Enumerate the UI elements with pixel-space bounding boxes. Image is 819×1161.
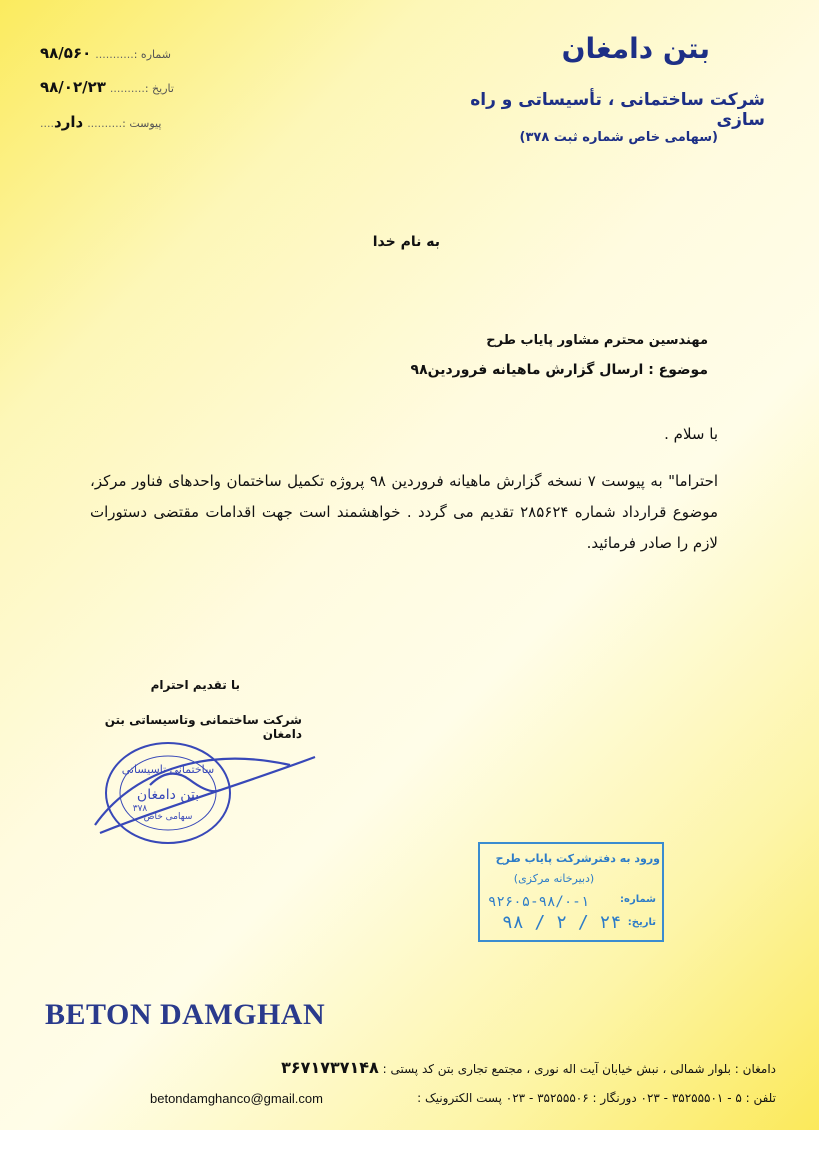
letter-attachment: دارد (54, 113, 84, 131)
dotted-line: ........... (95, 48, 134, 61)
footer-email[interactable]: betondamghanco@gmail.com (150, 1091, 323, 1106)
seal-text-top: ساختمانی تاسیساتی (121, 763, 215, 776)
dotted-line: .......... (109, 82, 145, 95)
letter-number: ۹۸/۵۶۰ (40, 44, 92, 62)
letter-addressee: مهندسین محترم مشاور پایاب طرح (486, 333, 708, 348)
letter-date: ۹۸/۰۲/۲۳ (40, 78, 106, 96)
received-stamp (478, 842, 664, 942)
footer-address: دامغان : بلوار شمالی ، نبش خیابان آیت اله نوری ، مجتمع تجاری بتن کد پستی : (382, 1062, 776, 1076)
brand-wordmark: BETON DAMGHAN (45, 998, 326, 1031)
stamp-date-label: تاریخ: (627, 917, 656, 928)
stamp-title: ورود به دفترشرکت پایاب طرح (495, 852, 660, 865)
company-name: بتن دامغان (561, 32, 710, 65)
seal-number: ۳۷۸ (132, 804, 148, 814)
signature-company: شرکت ساختمانی وتاسیساتی بتن دامغان (104, 713, 302, 741)
stamp-subtitle: (دبیرخانه مرکزی) (513, 872, 595, 885)
footer-postal-code: ۳۶۷۱۷۳۷۱۴۸ (281, 1058, 379, 1077)
dotted-line: .... (40, 117, 54, 130)
seal-text-bottom: سهامی خاص (143, 812, 193, 822)
letter-date-label: تاریخ : (144, 82, 174, 95)
seal-text-mid: بتن دامغان (136, 787, 200, 803)
footer-address-line (254, 1058, 776, 1077)
letter-heading: به نام خدا (372, 234, 440, 250)
footer-phones: تلفن : ۵ - ۳۵۲۵۵۵۰۱ - ۰۲۳ دورنگار : ۳۵۲۵۵۵۰۶ - ۰۲۳ پست الکترونیک : (417, 1091, 776, 1105)
meta-date-row (40, 78, 220, 96)
letter-subject: موضوع : ارسال گزارش ماهیانه فروردین۹۸ (410, 362, 708, 378)
company-registration: (سهامی خاص شماره ثبت ۳۷۸) (519, 130, 718, 145)
stamp-number: ۹۲۶۰۵-۹۸/۰-۱ (488, 894, 590, 910)
meta-attachment-row (40, 113, 220, 131)
stamp-date: ۹۸ / ۲ / ۲۴ (502, 912, 622, 933)
stamp-number-label: شماره: (620, 894, 656, 905)
letter-body: احتراما" به پیوست ۷ نسخه گزارش ماهیانه فروردین ۹۸ پروژه تکمیل ساختمان واحدهای فناور مرکز، موضوع قرارداد شماره ۲۸۵۶۲۴ تقدیم می گردد . خواهشمند است جهت اقدامات مقتضی دستورات لازم را صادر فرمائید. (90, 472, 719, 552)
company-description: شرکت ساختمانی ، تأسیساتی و راه سازی (470, 90, 765, 130)
letter-attachment-label: پیوست : (122, 117, 162, 130)
company-seal (90, 715, 330, 865)
dotted-line: .......... (87, 117, 123, 130)
letter-greeting: با سلام . (664, 425, 718, 443)
meta-number-row (40, 44, 220, 62)
letter-number-label: شماره : (133, 48, 171, 61)
letter-closing: با تقدیم احترام (150, 678, 240, 692)
